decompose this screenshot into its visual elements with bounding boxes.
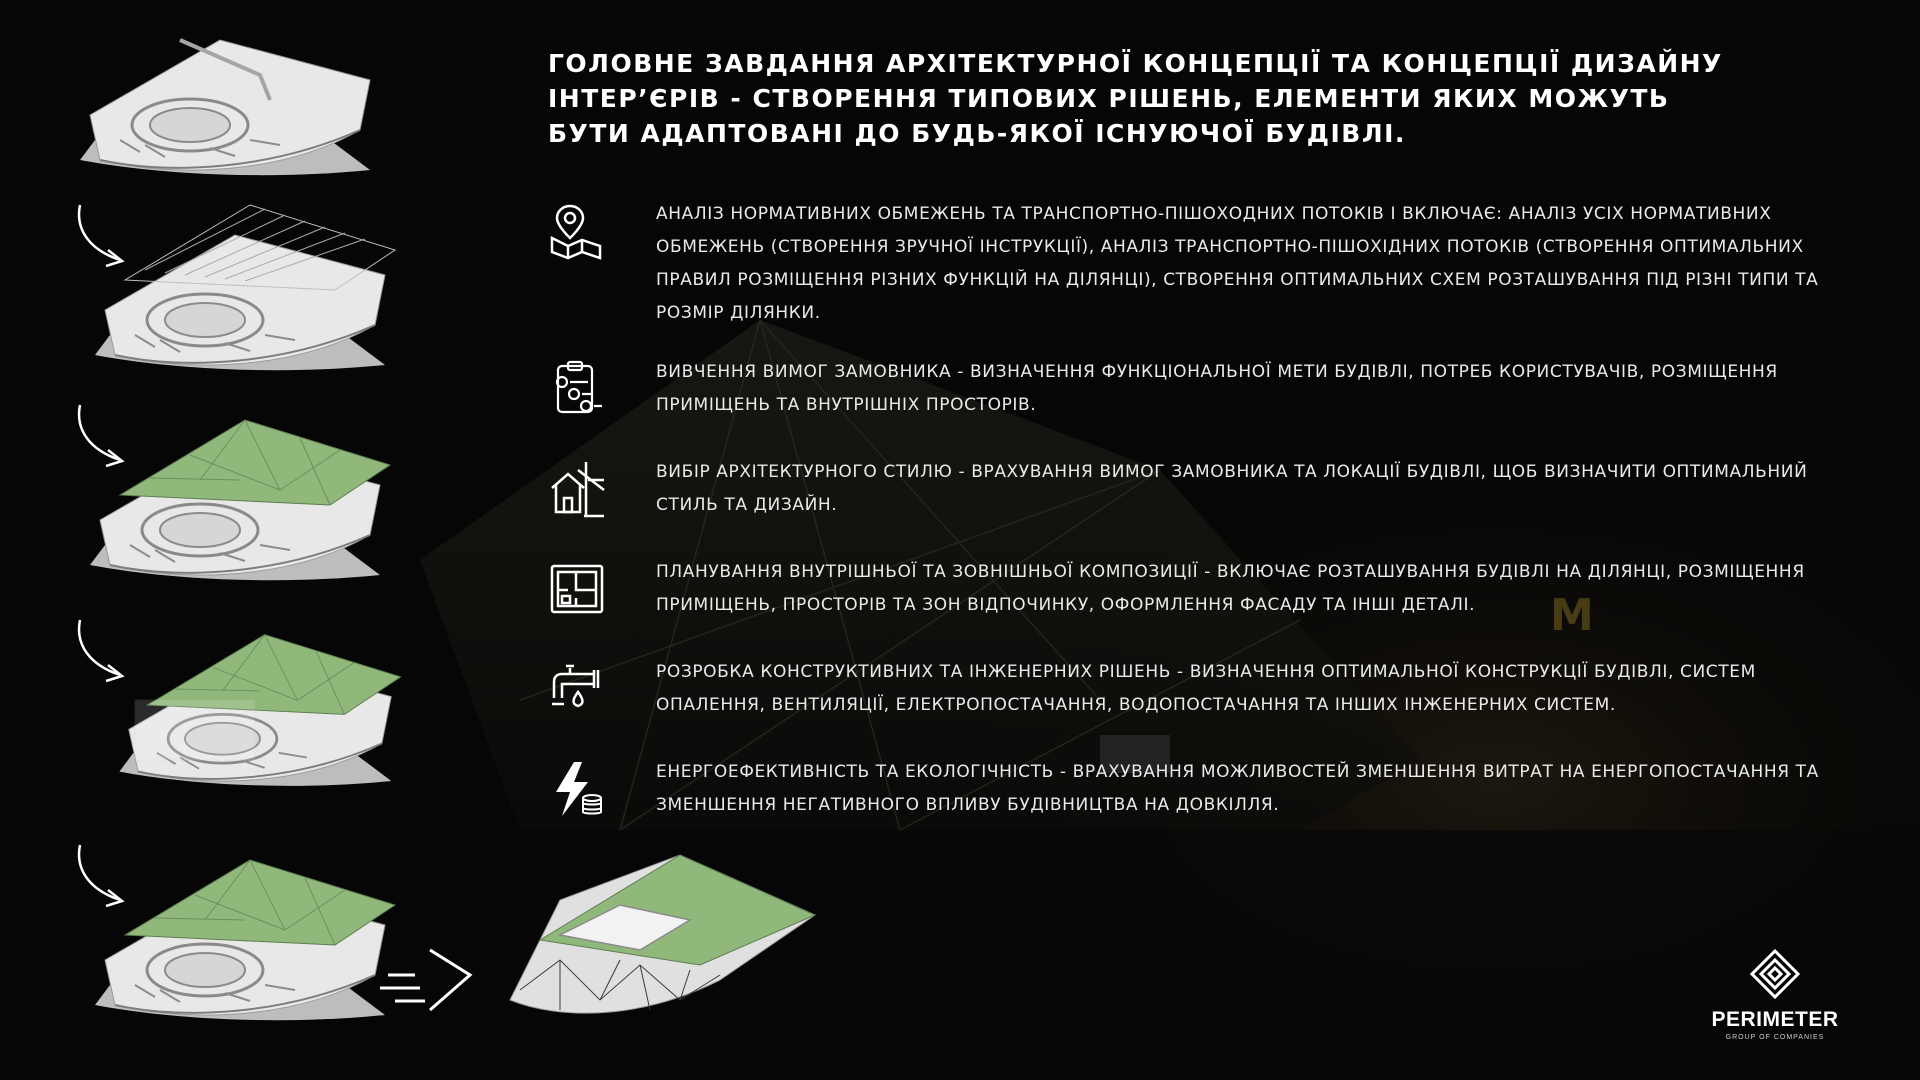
clipboard-checklist-icon	[548, 360, 606, 418]
feature-text: ВИВЧЕННЯ ВИМОГ ЗАМОВНИКА - ВИЗНАЧЕННЯ ФУНКЦІОНАЛЬНОЇ МЕТИ БУДІВЛІ, ПОТРЕБ КОРИСТУВАЧІВ, РОЗМІЩЕННЯ ПРИМІЩЕНЬ ТА ВНУТРІШНІХ ПРОСТОРІВ.	[656, 362, 1778, 415]
house-blueprint-icon	[548, 460, 606, 518]
building-evolution-diagram	[0, 0, 840, 1080]
map-pin-icon	[548, 202, 606, 260]
perimeter-logo	[1705, 948, 1845, 1041]
logo-name: PERIMETER	[1711, 1008, 1839, 1031]
feature-text: ВИБІР АРХІТЕКТУРНОГО СТИЛЮ - ВРАХУВАННЯ ВИМОГ ЗАМОВНИКА ТА ЛОКАЦІЇ БУДІВЛІ, ЩОБ ВИЗНАЧИТИ ОПТИМАЛЬНИЙ СТИЛЬ ТА ДИЗАЙН.	[656, 462, 1808, 515]
pipe-water-icon	[548, 660, 606, 718]
feature-text: ЕНЕРГОЕФЕКТИВНІСТЬ ТА ЕКОЛОГІЧНІСТЬ - ВРАХУВАННЯ МОЖЛИВОСТЕЙ ЗМЕНШЕННЯ ВИТРАТ НА ЕНЕРГОПОСТАЧАННЯ ТА ЗМЕНШЕННЯ НЕГАТИВНОГО ВПЛИВУ БУДІВНИЦТВА НА ДОВКІЛЛЯ.	[656, 762, 1819, 815]
page-heading: ГОЛОВНЕ ЗАВДАННЯ АРХІТЕКТУРНОЇ КОНЦЕПЦІЇ ТА КОНЦЕПЦІЇ ДИЗАЙНУ ІНТЕР’ЄРІВ - СТВОРЕННЯ ТИПОВИХ РІШЕНЬ, ЕЛЕМЕНТИ ЯКИХ МОЖУТЬ БУТИ АДАПТОВАНІ ДО БУДЬ-ЯКОЇ ІСНУЮЧОЇ БУДІВЛІ.	[548, 49, 1723, 148]
svg-text:M: M	[1550, 590, 1594, 641]
floor-plan-icon	[548, 560, 606, 618]
feature-text: ПЛАНУВАННЯ ВНУТРІШНЬОЇ ТА ЗОВНІШНЬОЇ КОМПОЗИЦІЇ - ВКЛЮЧАЄ РОЗТАШУВАННЯ БУДІВЛІ НА ДІЛЯНЦІ, РОЗМІЩЕННЯ ПРИМІЩЕНЬ, ПРОСТОРІВ ТА ЗОН ВІДПОЧИНКУ, ОФОРМЛЕННЯ ФАСАДУ ТА ІНШІ ДЕТАЛІ.	[656, 562, 1805, 615]
perimeter-logo-mark-icon	[1749, 948, 1801, 1000]
logo-subtitle: GROUP OF COMPANIES	[1725, 1034, 1825, 1041]
feature-text: АНАЛІЗ НОРМАТИВНИХ ОБМЕЖЕНЬ ТА ТРАНСПОРТНО-ПІШОХОДНИХ ПОТОКІВ І ВКЛЮЧАЄ: АНАЛІЗ УСІХ НОРМАТИВНИХ ОБМЕЖЕНЬ (СТВОРЕННЯ ЗРУЧНОЇ ІНСТРУКЦІЇ), АНАЛІЗ ТРАНСПОРТНО-ПІШОХІДНИХ ПОТОКІВ (СТВОРЕННЯ ОПТИМАЛЬНИХ ПРАВИЛ РОЗМІЩЕННЯ РІЗНИХ ФУНКЦІЙ НА ДІЛЯНЦІ), СТВОРЕННЯ ОПТИМАЛЬНИХ СХЕМ РОЗТАШУВАННЯ ПІД РІЗНІ ТИПИ ТА РОЗМІР ДІЛЯНКИ.	[656, 204, 1819, 323]
lightning-coins-icon	[548, 760, 606, 818]
feature-text: РОЗРОБКА КОНСТРУКТИВНИХ ТА ІНЖЕНЕРНИХ РІШЕНЬ - ВИЗНАЧЕННЯ ОПТИМАЛЬНОЇ КОНСТРУКЦІЇ БУДІВЛІ, СИСТЕМ ОПАЛЕННЯ, ВЕНТИЛЯЦІЇ, ЕЛЕКТРОПОСТАЧАННЯ, ВОДОПОСТАЧАННЯ ТА ІНШИХ ІНЖЕНЕРНИХ СИСТЕМ.	[656, 662, 1756, 715]
